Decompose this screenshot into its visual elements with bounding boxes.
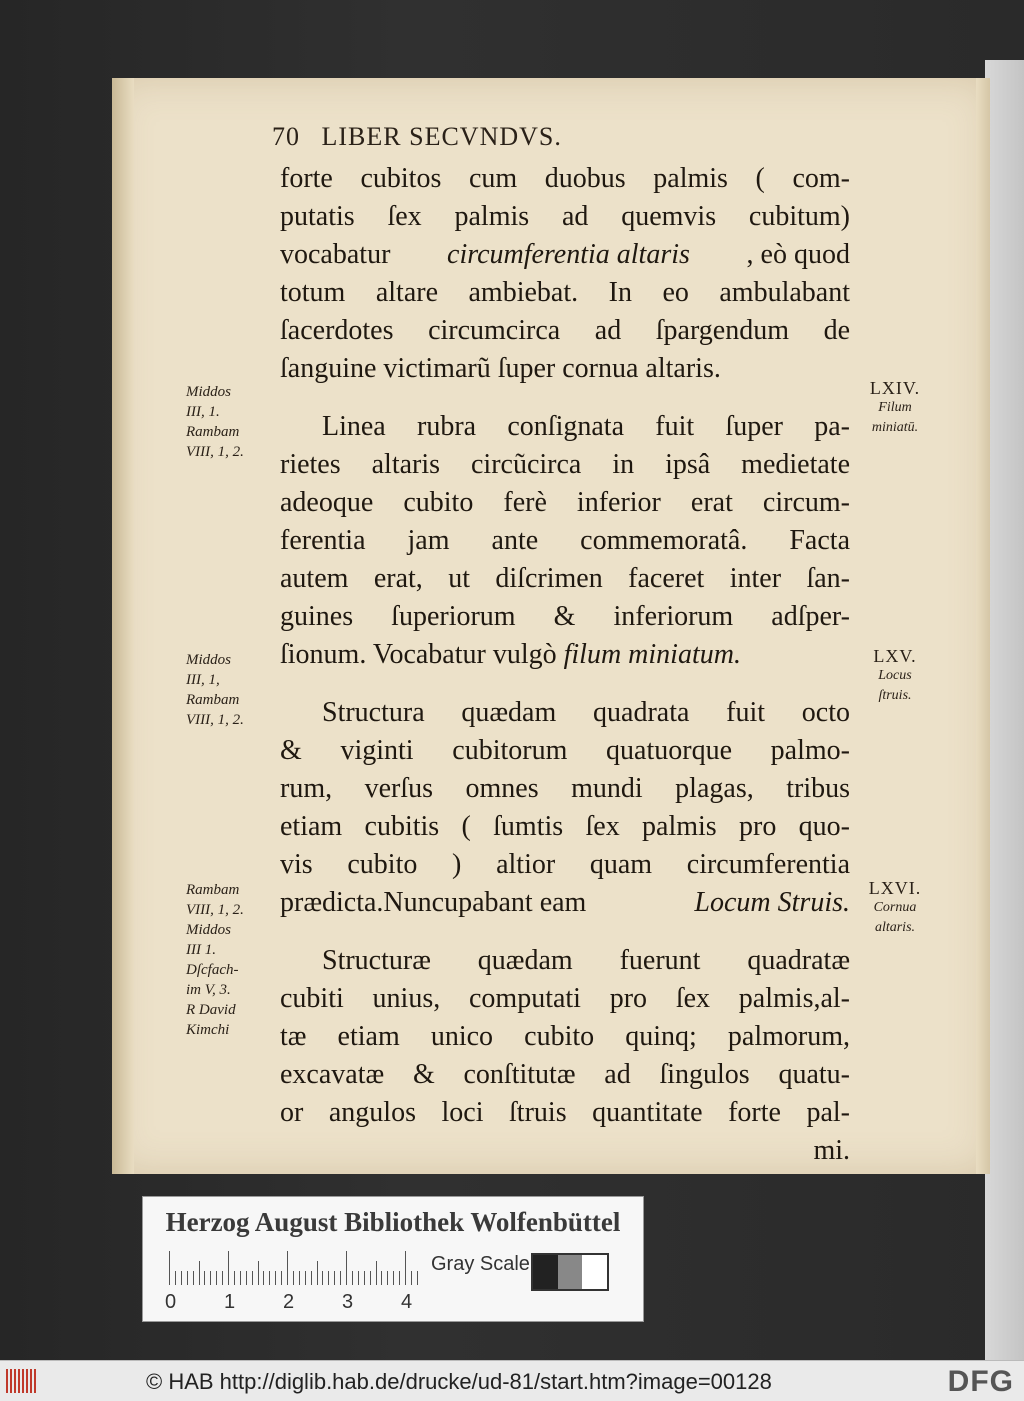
ruler-tick	[240, 1271, 241, 1285]
ruler-tick	[334, 1271, 335, 1285]
ruler-tick	[234, 1271, 235, 1285]
left-margin-note	[186, 382, 282, 462]
text-line: rum, verſus omnes mundi plagas, tribus	[280, 773, 850, 804]
margin-line: Kimchi	[186, 1022, 230, 1038]
ruler-tick	[399, 1271, 400, 1285]
text-line: mi.	[813, 1135, 850, 1166]
text-line	[280, 236, 850, 274]
text-span: vocabatur	[280, 239, 391, 270]
text-line: ſacerdotes circumcirca ad ſpargendum de	[280, 315, 850, 346]
gray-swatch	[582, 1255, 607, 1289]
margin-line: III, 1,	[186, 672, 220, 688]
ruler-tick	[340, 1271, 341, 1285]
margin-line: Rambam	[186, 424, 240, 440]
ruler-tick	[228, 1251, 229, 1285]
margin-line: VIII, 1, 2.	[186, 902, 244, 918]
text-line: totum altare ambiebat. In eo ambulabant	[280, 277, 850, 308]
ruler-tick	[352, 1271, 353, 1285]
text-line: adeoque cubito ferè inferior erat circum-	[280, 487, 850, 518]
text-line: Structuræ quædam fuerunt quadratæ	[322, 945, 850, 976]
margin-line: im V, 3.	[186, 982, 231, 998]
margin-line: III, 1.	[186, 404, 220, 420]
library-name: Herzog August Bibliothek Wolfenbüttel	[165, 1207, 621, 1237]
ruler-tick	[381, 1271, 382, 1285]
ruler-number: 3	[342, 1291, 354, 1313]
ruler-tick	[193, 1271, 194, 1285]
section-number: LXIV.	[869, 378, 921, 398]
adjacent-page-edge	[985, 60, 1024, 1360]
ruler-tick	[269, 1271, 270, 1285]
body-text	[280, 160, 850, 1170]
text-line: tæ etiam unico cubito quinq; palmorum,	[280, 1021, 850, 1052]
text-line: putatis ſex palmis ad quemvis cubitum)	[280, 201, 850, 232]
text-line: & viginti cubitorum quatuorque palmo-	[280, 735, 850, 766]
text-line: excavatæ & conſtitutæ ad ſingulos quatu-	[280, 1059, 850, 1090]
ruler-tick	[346, 1251, 347, 1285]
ruler-tick	[246, 1271, 247, 1285]
text-line: cubiti unius, computati pro ſex palmis,al-	[280, 983, 850, 1014]
ruler-tick	[187, 1271, 188, 1285]
margin-label: Locus	[878, 668, 912, 683]
page-edge-shade	[976, 78, 990, 1174]
ruler-tick	[216, 1271, 217, 1285]
ruler-number: 0	[165, 1291, 177, 1313]
section-number: LXV.	[873, 646, 917, 666]
ruler-number: 1	[224, 1291, 236, 1313]
margin-label: altaris.	[874, 920, 916, 935]
text-line: ſanguine victimarũ ſuper cornua altaris.	[280, 353, 721, 384]
margin-line: VIII, 1, 2.	[186, 712, 244, 728]
text-line: ferentia jam ante commemoratâ. Facta	[280, 525, 850, 556]
scale-reference-card	[142, 1196, 644, 1322]
text-line: etiam cubitis ( ſumtis ſex palmis pro quo-	[280, 811, 850, 842]
dfg-logo: DFG	[947, 1365, 1014, 1398]
right-margin-note	[850, 646, 940, 706]
copyright-link[interactable]: © HAB http://diglib.hab.de/drucke/ud-81/start.htm?image=00128	[146, 1369, 772, 1394]
ruler-tick	[387, 1271, 388, 1285]
margin-line: III 1.	[186, 942, 216, 958]
text-line	[280, 884, 850, 922]
gray-scale-label: Gray Scale	[431, 1253, 530, 1275]
italic-term: filum miniatum.	[563, 639, 741, 670]
text-line	[280, 636, 850, 674]
ruler-tick	[417, 1271, 418, 1285]
page-number: 70	[272, 122, 300, 151]
barcode-icon	[6, 1369, 38, 1393]
section-number: LXVI.	[868, 878, 922, 898]
running-header	[272, 122, 562, 152]
running-head-title: LIBER SECVNDVS.	[321, 122, 562, 151]
margin-line: Rambam	[186, 882, 240, 898]
text-line: vis cubito ) altior quam circumferentia	[280, 849, 850, 880]
ruler-tick	[169, 1251, 170, 1285]
text-span: prædicta.Nuncupabant eam	[280, 887, 587, 918]
right-margin-note	[850, 378, 940, 438]
margin-line: Middos	[186, 384, 231, 400]
text-line: rietes altaris circũcirca in ipsâ medietate	[280, 449, 850, 480]
page-gutter	[112, 78, 134, 1174]
gray-swatch	[533, 1255, 558, 1289]
ruler-tick	[393, 1271, 394, 1285]
ruler-tick	[199, 1261, 200, 1285]
ruler-tick	[370, 1271, 371, 1285]
text-span: , eò quod	[746, 239, 850, 270]
italic-term: Locum Struis.	[694, 887, 850, 918]
ruler-number: 2	[283, 1291, 295, 1313]
ruler-number: 4	[401, 1291, 413, 1313]
ruler-tick	[376, 1261, 377, 1285]
ruler-tick	[281, 1271, 282, 1285]
margin-label: Filum	[878, 400, 912, 415]
margin-line: VIII, 1, 2.	[186, 444, 244, 460]
margin-line: R David	[186, 1002, 236, 1018]
ruler-tick	[364, 1271, 365, 1285]
right-margin-note	[850, 878, 940, 938]
margin-line: Rambam	[186, 692, 240, 708]
ruler-tick	[258, 1261, 259, 1285]
margin-line: Middos	[186, 922, 231, 938]
ruler-tick	[322, 1271, 323, 1285]
centimeter-ruler	[169, 1251, 419, 1285]
margin-line: Middos	[186, 652, 231, 668]
ruler-tick	[204, 1271, 205, 1285]
text-line: guines ſuperiorum & inferiorum adſper-	[280, 601, 850, 632]
ruler-tick	[175, 1271, 176, 1285]
text-line: Structura quædam quadrata fuit octo	[322, 697, 850, 728]
ruler-tick	[222, 1271, 223, 1285]
ruler-tick	[263, 1271, 264, 1285]
margin-line: Dſcfach-	[186, 962, 239, 978]
gray-scale-swatch	[531, 1253, 609, 1291]
margin-label: Cornua	[873, 900, 917, 915]
ruler-tick	[252, 1271, 253, 1285]
ruler-tick	[317, 1261, 318, 1285]
ruler-tick	[275, 1271, 276, 1285]
margin-label: miniatū.	[871, 420, 919, 435]
ruler-tick	[181, 1271, 182, 1285]
viewer-footer	[0, 1360, 1024, 1401]
ruler-tick	[287, 1251, 288, 1285]
left-margin-note	[186, 650, 282, 730]
ruler-tick	[358, 1271, 359, 1285]
ruler-numbers	[165, 1291, 425, 1313]
italic-term: circumferentia altaris	[447, 239, 690, 270]
text-line: forte cubitos cum duobus palmis ( com-	[280, 163, 850, 194]
ruler-tick	[411, 1271, 412, 1285]
gray-swatch	[558, 1255, 583, 1289]
text-line: Linea rubra conſignata fuit ſuper pa-	[322, 411, 850, 442]
ruler-tick	[305, 1271, 306, 1285]
ruler-tick	[210, 1271, 211, 1285]
ruler-tick	[405, 1251, 406, 1285]
ruler-tick	[311, 1271, 312, 1285]
left-margin-note	[186, 880, 282, 1040]
ruler-tick	[293, 1271, 294, 1285]
ruler-tick	[299, 1271, 300, 1285]
margin-label: ſtruis.	[878, 688, 912, 703]
text-span: ſionum. Vocabatur vulgò	[280, 639, 557, 670]
text-line: or angulos loci ſtruis quantitate forte pal-	[280, 1097, 850, 1128]
text-line: autem erat, ut diſcrimen faceret inter ſan-	[280, 563, 850, 594]
ruler-tick	[328, 1271, 329, 1285]
